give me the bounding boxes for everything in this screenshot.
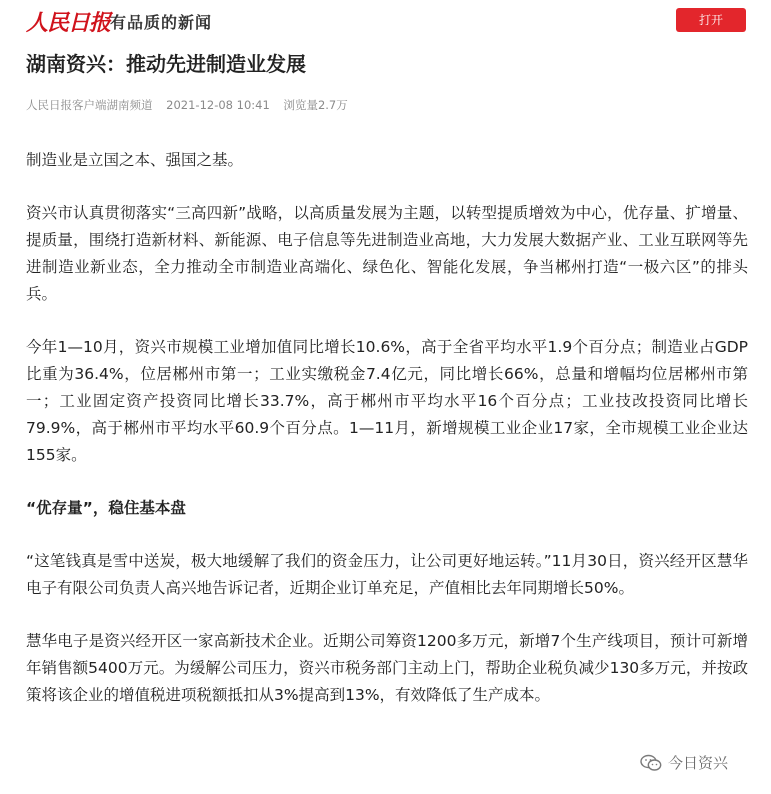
article-paragraph: 制造业是立国之本、强国之基。: [26, 151, 244, 169]
article-views: 浏览量2.7万: [283, 98, 348, 112]
section-heading: “优存量”，稳住基本盘: [26, 499, 186, 517]
article-date: 2021-12-08 10:41: [166, 98, 270, 112]
article-paragraph: 资兴市认真贯彻落实“三高四新”战略，以高质量发展为主题，以转型提质增效为中心，优存量、扩增量、提质量，围绕打造新材料、新能源、电子信息等先进制造业高地，大力发展大数据产业、工业互联网等先进制造业新业态，全力推动全市制造业高端化、绿色化、智能化发展，争当郴州打造“一极六区”的排头兵。: [26, 204, 748, 303]
wechat-icon: [640, 754, 662, 772]
article-body: [26, 147, 748, 735]
brand-slogan: 有品质的新闻: [110, 13, 213, 32]
article-meta: [26, 97, 358, 113]
top-bar: [0, 0, 771, 40]
article-source: 人民日报客户端湖南频道: [26, 98, 153, 112]
open-app-button[interactable]: 打开: [676, 8, 746, 32]
article-paragraph: “这笔钱真是雪中送炭，极大地缓解了我们的资金压力，让公司更好地运转。”11月30日，资兴经开区慧华电子有限公司负责人高兴地告诉记者，近期企业订单充足，产值相比去年同期增长50%。: [26, 552, 748, 597]
watermark-text: 今日资兴: [668, 754, 729, 772]
article-paragraph: 慧华电子是资兴经开区一家高新技术企业。近期公司筹资1200多万元，新增7个生产线项目，预计可新增年销售额5400万元。为缓解公司压力，资兴市税务部门主动上门，帮助企业税负减少130多万元，并按政策将该企业的增值税进项税额抵扣从3%提高到13%，有效降低了生产成本。: [26, 632, 748, 704]
brand-logo[interactable]: 人民日报: [26, 10, 111, 36]
article-paragraph: 今年1—10月，资兴市规模工业增加值同比增长10.6%，高于全省平均水平1.9个百分点；制造业占GDP比重为36.4%，位居郴州市第一；工业实缴税金7.4亿元，同比增长66%，总量和增幅均位居郴州市第一；工业固定资产投资同比增长33.7%，高于郴州市平均水平16个百分点；工业技改投资同比增长79.9%，高于郴州市平均水平60.9个百分点。1—11月，新增规模工业企业17家，全市规模工业企业达155家。: [26, 338, 748, 464]
account-watermark: [640, 752, 728, 773]
article-title: 湖南资兴：推动先进制造业发展: [26, 52, 306, 76]
